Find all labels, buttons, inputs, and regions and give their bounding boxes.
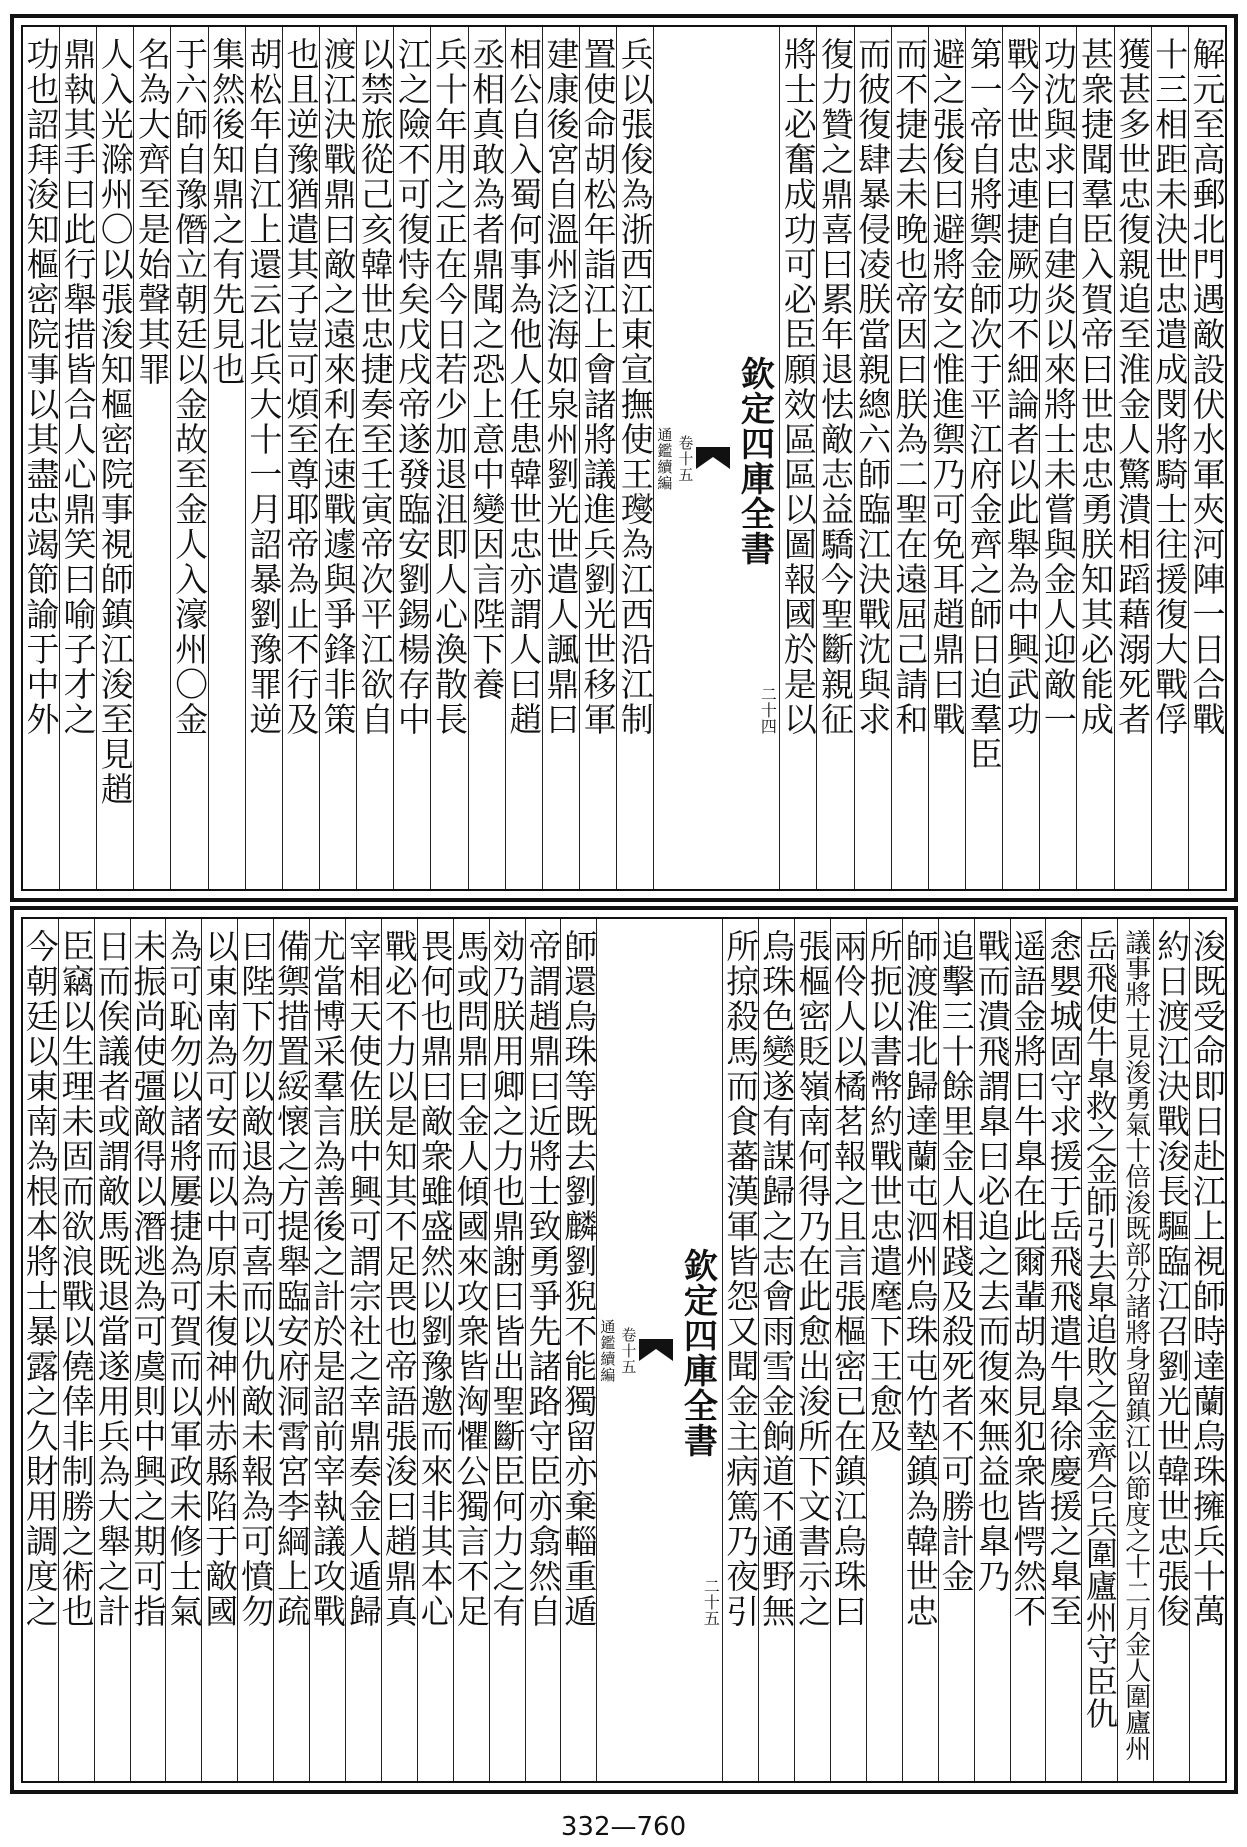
text-column: 解元至高郵北門遇敵設伏水軍夾河陣一日合戰	[1188, 27, 1225, 889]
text-column: 渡江決戰鼎曰敵之遠來利在速戰遽與爭鋒非策	[319, 27, 356, 889]
text-column: 張樞密貶嶺南何得乃在此愈出浚所下文書示之	[794, 919, 830, 1781]
text-column: 帝謂趙鼎曰近將士致勇爭先諸路守臣亦翕然自	[525, 919, 561, 1781]
text-column: 名為大齊至是始聲其罪	[133, 27, 170, 889]
text-column: 也且逆豫猶遣其子豈可煩至尊耶帝為止不行及	[282, 27, 319, 889]
text-column: 復力贊之鼎喜曰累年退怯敵志益驕今聖斷親征	[816, 27, 853, 889]
text-column: 將士必奮成功可必臣願效區區以圖報國於是以	[779, 27, 816, 889]
text-column: 丞相真敢為者鼎聞之恐上意中變因言陛下養	[468, 27, 505, 889]
text-column: 臣竊以生理未固而欲浪戰以僥倖非制勝之術也	[58, 919, 94, 1781]
text-column: 兵十年用之正在今日若少加退沮即人心渙散長	[430, 27, 467, 889]
lower-page-text-block	[21, 917, 1227, 1783]
text-column: 為可恥勿以諸將屢捷為可賀而以軍政未修士氣	[165, 919, 201, 1781]
center-fold-header	[653, 27, 779, 889]
text-column: 以東南為可安而以中原未復神州赤縣陷于敵國	[201, 919, 237, 1781]
text-column: 十三相距未決世忠遣成閔將騎士往援復大戰俘	[1151, 27, 1188, 889]
volume-label: 卷十五	[619, 1327, 638, 1375]
text-column: 功也詔拜浚知樞密院事以其盡忠竭節諭于中外	[21, 37, 61, 737]
page-number: 332—760	[560, 1812, 687, 1842]
text-column: 兵以張俊為浙西江東宣撫使王𤫉為江西沿江制	[616, 27, 653, 889]
lower-page	[10, 906, 1238, 1794]
text-column: 集然後知鼎之有先見也	[208, 27, 245, 889]
folio-number: 二十五	[701, 1578, 721, 1626]
text-column: 未振尚使彊敵得以潛逃為可虞則中興之期可指	[130, 919, 166, 1781]
book-series-title: 欽定四庫全書	[734, 356, 775, 566]
text-column: 効乃朕用卿之力也鼎謝曰皆出聖斷臣何力之有	[489, 919, 525, 1781]
text-column: 尤當博采羣言為善後之計於是詔前宰執議攻戰	[309, 919, 345, 1781]
text-column: 戰而潰飛謂臯曰必追之去而復來無益也臯乃	[974, 919, 1010, 1781]
text-column: 浚既受命即日赴江上視師時達蘭烏珠擁兵十萬	[1189, 919, 1225, 1781]
text-column: 日而俟議者或謂敵馬既退當遂用兵為大舉之計	[94, 919, 130, 1781]
upper-page-text-block	[21, 25, 1227, 891]
text-column: 遥語金將曰牛臯在此爾輩胡為見犯衆皆愕然不	[1010, 919, 1046, 1781]
fishtail-mark-icon	[696, 447, 730, 469]
text-column: 宰相天使佐朕中興可謂宗社之幸鼎奏金人遁歸	[345, 919, 381, 1781]
text-column: 避之張俊曰避將安之惟進禦乃可免耳趙鼎曰戰	[928, 27, 965, 889]
volume-label: 卷十五	[676, 435, 695, 483]
text-column: 置使命胡松年詣江上會諸將議進兵劉光世移軍	[579, 27, 616, 889]
text-column: 于六師自豫僭立朝廷以金故至金人入濠州〇金	[170, 27, 207, 889]
text-column: 功沈與求曰自建炎以來將士未嘗與金人迎敵一	[1039, 27, 1076, 889]
text-column: 戰必不力以是知其不足畏也帝語張浚曰趙鼎真	[381, 919, 417, 1781]
text-column: 而不捷去未晚也帝因曰朕為二聖在遠屈己請和	[891, 27, 928, 889]
text-column: 兩伶人以橘茗報之且言張樞密已在鎮江烏珠曰	[830, 919, 866, 1781]
upper-page	[10, 14, 1238, 902]
book-series-title: 欽定四庫全書	[677, 1248, 718, 1458]
text-column: 議事將士見浚勇氣十倍浚既部分諸將身留鎮江以節度之十二月金人圍廬州	[1117, 919, 1153, 1781]
text-column: 岳飛使牛臯救之金師引去臯追敗之金齊合兵圍廬州守臣仇	[1081, 919, 1117, 1781]
text-column: 悆嬰城固守求援于岳飛飛遣牛臯徐慶援之臯至	[1045, 919, 1081, 1781]
text-column: 約日渡江決戰浚長驅臨江召劉光世韓世忠張俊	[1153, 919, 1189, 1781]
text-column: 江之險不可復恃矣戊戌帝遂發臨安劉錫楊存中	[393, 27, 430, 889]
text-column: 馬或問鼎曰金人傾國來攻衆皆洶懼公獨言不足	[453, 919, 489, 1781]
fishtail-mark-icon	[639, 1339, 673, 1361]
text-column: 備禦措置綏懷之方提舉臨安府洞霄宮李綱上疏	[273, 919, 309, 1781]
text-column: 甚衆捷聞羣臣入賀帝曰世忠忠勇朕知其必能成	[1076, 27, 1113, 889]
text-column: 所扼以書幣約戰世忠遣麾下王愈及	[866, 919, 902, 1781]
center-fold-header	[596, 919, 722, 1781]
text-column: 曰陛下勿以敵退為可喜而以仇敵未報為可憤勿	[237, 919, 273, 1781]
text-column: 以禁旅從己亥韓世忠捷奏至壬寅帝次平江欲自	[356, 27, 393, 889]
text-column: 畏何也鼎曰敵衆雖盛然以劉豫邀而來非其本心	[417, 919, 453, 1781]
text-column: 相公自入蜀何事為他人任患韓世忠亦謂人曰趙	[505, 27, 542, 889]
folio-number: 二十四	[758, 686, 778, 734]
text-column: 人入光滁州〇以張浚知樞密院事視師鎮江浚至見趙	[96, 27, 133, 889]
text-column: 今朝廷以東南為根本將士暴露之久財用調度之	[20, 929, 60, 1629]
text-column: 胡松年自江上還云北兵大十一月詔暴劉豫罪逆	[245, 27, 282, 889]
text-column: 鼎執其手曰此行舉措皆合人心鼎笑曰喻子才之	[59, 27, 96, 889]
text-column: 師還烏珠等既去劉麟劉猊不能獨留亦棄輜重遁	[560, 919, 596, 1781]
text-column: 獲甚多世忠復親追至淮金人驚潰相蹈藉溺死者	[1114, 27, 1151, 889]
book-name: 通鑑續編	[655, 427, 674, 491]
text-column: 戰今世忠連捷厥功不細論者以此舉為中興武功	[1002, 27, 1039, 889]
text-column: 烏珠色變遂有謀歸之志會雨雪金餉道不通野無	[758, 919, 794, 1781]
text-column: 追擊三十餘里金人相踐及殺死者不可勝計金	[938, 919, 974, 1781]
text-column: 師渡淮北歸達蘭屯泗州烏珠屯竹墊鎮為韓世忠	[902, 919, 938, 1781]
text-column: 第一帝自將禦金師次于平江府金齊之師日迫羣臣	[965, 27, 1002, 889]
text-column: 建康後宮自溫州泛海如泉州劉光世遣人諷鼎曰	[542, 27, 579, 889]
book-name: 通鑑續編	[598, 1319, 617, 1383]
text-column: 而彼復肆暴侵凌朕當親總六師臨江決戰沈與求	[854, 27, 891, 889]
text-column: 所掠殺馬而食蕃漢軍皆怨又聞金主病篤乃夜引	[722, 919, 758, 1781]
